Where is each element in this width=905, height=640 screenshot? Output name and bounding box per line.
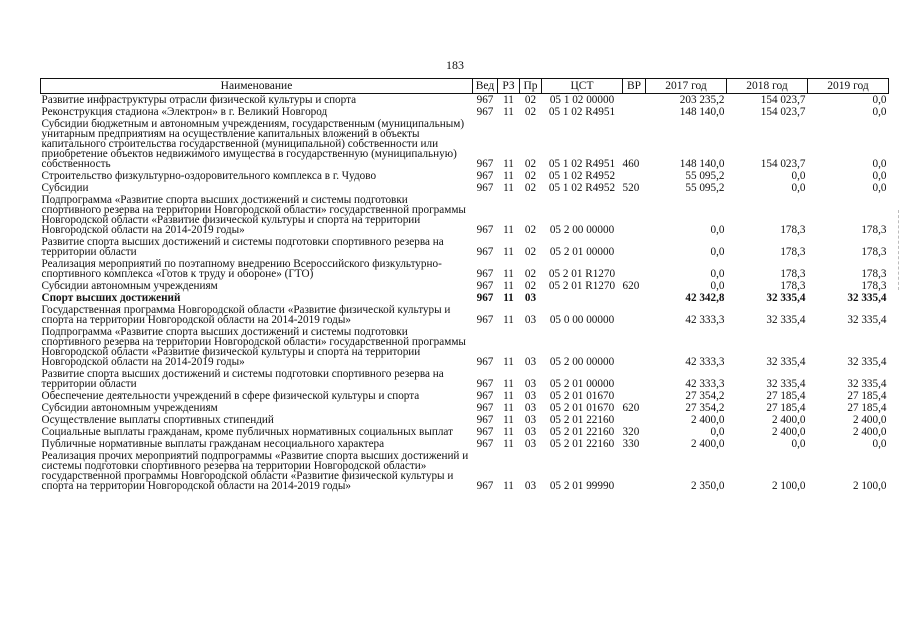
cell-y2017: 0,0 — [710, 224, 725, 236]
table-row — [41, 182, 889, 194]
cell-y2017: 148 140,0 — [679, 158, 725, 170]
cell-y2019: 0,0 — [872, 106, 887, 118]
cell-y2018: 32 335,4 — [766, 378, 806, 390]
table-row — [41, 170, 889, 182]
cell-cst: 05 2 00 00000 — [549, 356, 615, 368]
cell-y2019: 32 335,4 — [847, 356, 887, 368]
cell-vr: 330 — [622, 438, 640, 450]
cell-y2019: 0,0 — [872, 182, 887, 194]
cell-y2019: 0,0 — [872, 94, 887, 106]
table-row — [41, 94, 889, 107]
cell-y2017: 42 333,3 — [685, 314, 725, 326]
cell-vr — [623, 194, 646, 236]
cell-y2018: 2 100,0 — [771, 480, 806, 492]
table-row — [41, 426, 889, 438]
cell-rz: 11 — [503, 378, 514, 390]
cell-y2018: 0,0 — [791, 438, 806, 450]
table-row — [41, 292, 889, 304]
table-row — [41, 304, 889, 326]
table-row — [41, 450, 889, 492]
cell-rz: 11 — [503, 246, 514, 258]
cell-name: Реализация мероприятий по поэтапному внедрению Всероссийского физкультурно-спортивного комплекса «Готов к труду и обороне» (ГТО) — [41, 258, 442, 280]
cell-name: Подпрограмма «Развитие спорта высших достижений и системы подготовки спортивного резерва на территории Новгородской области» государственной программы Новгородской области «Развитие физической культуры и спорта на территории Новгородской области на 2014-2019 годы» — [41, 326, 466, 368]
cell-rz: 11 — [503, 438, 514, 450]
cell-pr: 02 — [524, 246, 537, 258]
cell-y2018: 154 023,7 — [760, 158, 806, 170]
cell-ved: 967 — [476, 170, 494, 182]
cell-y2017: 0,0 — [710, 426, 725, 438]
cell-name: Осуществление выплаты спортивных стипендий — [41, 414, 274, 426]
cell-name: Реализация прочих мероприятий подпрограммы «Развитие спорта высших достижений и системы подготовки спортивного резерва на территории Новгородской области» государственной программы Новгородской области «Развитие физической культуры и спорта на территории Новгородской области на 2014-2019 годы» — [41, 450, 469, 492]
table-row — [41, 106, 889, 118]
cell-y2018: 32 335,4 — [766, 314, 806, 326]
cell-vr — [623, 414, 646, 426]
cell-ved: 967 — [476, 246, 494, 258]
cell-y2018: 154 023,7 — [760, 94, 806, 106]
cell-y2019: 27 185,4 — [847, 402, 887, 414]
cell-name: Государственная программа Новгородской области «Развитие физической культуры и спорта на территории Новгородской области на 2014-2019 годы» — [41, 304, 451, 326]
cell-y2018: 0,0 — [791, 182, 806, 194]
cell-rz: 11 — [503, 224, 514, 236]
cell-vr — [623, 94, 646, 107]
cell-vr — [623, 292, 646, 304]
cell-vr: 320 — [622, 426, 640, 438]
cell-y2017: 27 354,2 — [685, 402, 725, 414]
cell-pr: 02 — [524, 94, 537, 106]
cell-ved: 967 — [476, 356, 494, 368]
cell-pr: 03 — [524, 390, 537, 402]
cell-pr: 03 — [524, 292, 537, 304]
header-name: Наименование — [41, 79, 473, 94]
cell-rz: 11 — [503, 356, 514, 368]
cell-y2018: 27 185,4 — [766, 402, 806, 414]
cell-cst: 05 2 01 R1270 — [548, 280, 616, 292]
cell-y2017: 0,0 — [710, 280, 725, 292]
cell-pr: 02 — [524, 182, 537, 194]
cell-y2019: 178,3 — [861, 280, 887, 292]
cell-y2018: 32 335,4 — [766, 356, 806, 368]
cell-cst: 05 2 01 22160 — [549, 414, 615, 426]
cell-name: Спорт высших достижений — [41, 292, 181, 304]
cell-name: Субсидии — [41, 182, 89, 194]
cell-name: Обеспечение деятельности учреждений в сфере физической культуры и спорта — [41, 390, 420, 402]
cell-cst: 05 1 02 R4951 — [548, 158, 616, 170]
cell-name: Субсидии автономным учреждениям — [41, 402, 218, 414]
cell-pr: 03 — [524, 426, 537, 438]
cell-rz: 11 — [503, 94, 514, 106]
cell-cst: 05 1 02 00000 — [549, 94, 615, 106]
header-2018: 2018 год — [727, 79, 808, 94]
cell-y2017: 0,0 — [710, 268, 725, 280]
cell-y2018: 2 400,0 — [771, 426, 806, 438]
cell-cst: 05 2 01 22160 — [549, 426, 615, 438]
cell-rz: 11 — [503, 292, 514, 304]
cell-y2019: 27 185,4 — [847, 390, 887, 402]
cell-vr: 460 — [622, 158, 640, 170]
cell-y2018: 178,3 — [780, 246, 806, 258]
cell-rz: 11 — [503, 402, 514, 414]
table-row — [41, 438, 889, 450]
cell-y2017: 55 095,2 — [685, 182, 725, 194]
table-row — [41, 258, 889, 280]
cell-y2017: 42 342,8 — [685, 292, 725, 304]
cell-y2019: 2 400,0 — [852, 414, 887, 426]
cell-vr — [623, 236, 646, 258]
cell-ved: 967 — [476, 106, 494, 118]
cell-ved: 967 — [476, 280, 494, 292]
table-row — [41, 118, 889, 170]
cell-ved: 967 — [476, 426, 494, 438]
cell-ved: 967 — [476, 224, 494, 236]
budget-table — [40, 78, 889, 492]
cell-name: Публичные нормативные выплаты гражданам несоциального характера — [41, 438, 385, 450]
cell-y2017: 2 400,0 — [690, 438, 725, 450]
cell-cst: 05 2 01 01670 — [549, 402, 615, 414]
cell-y2019: 178,3 — [861, 268, 887, 280]
cell-pr: 03 — [524, 414, 537, 426]
cell-vr: 620 — [622, 402, 640, 414]
cell-name: Развитие спорта высших достижений и системы подготовки спортивного резерва на территории области — [41, 236, 444, 258]
cell-cst: 05 2 01 R1270 — [548, 268, 616, 280]
cell-name: Субсидии автономным учреждениям — [41, 280, 218, 292]
cell-y2018: 178,3 — [780, 280, 806, 292]
page-number: 183 — [446, 58, 464, 72]
table-row — [41, 280, 889, 292]
cell-vr — [623, 304, 646, 326]
cell-y2018: 2 400,0 — [771, 414, 806, 426]
cell-ved: 967 — [476, 268, 494, 280]
cell-y2017: 203 235,2 — [679, 94, 725, 106]
cell-vr: 620 — [622, 280, 640, 292]
cell-name: Строительство физкультурно-оздоровительного комплекса в г. Чудово — [41, 170, 377, 182]
cell-y2019: 178,3 — [861, 246, 887, 258]
cell-y2017: 27 354,2 — [685, 390, 725, 402]
cell-y2017: 148 140,0 — [679, 106, 725, 118]
cell-cst: 05 2 01 22160 — [549, 438, 615, 450]
cell-rz: 11 — [503, 314, 514, 326]
cell-ved: 967 — [476, 292, 494, 304]
cell-cst: 05 2 00 00000 — [549, 224, 615, 236]
cell-vr — [623, 390, 646, 402]
cell-cst: 05 2 01 00000 — [549, 378, 615, 390]
cell-name: Подпрограмма «Развитие спорта высших достижений и системы подготовки спортивного резерва на территории Новгородской области» государственной программы Новгородской области «Развитие физической культуры и спорта на территории Новгородской области на 2014-2019 годы» — [41, 194, 466, 236]
table-row — [41, 194, 889, 236]
cell-y2017: 0,0 — [710, 246, 725, 258]
cell-vr — [623, 106, 646, 118]
cell-y2019: 0,0 — [872, 158, 887, 170]
cell-ved: 967 — [476, 390, 494, 402]
cell-y2017: 2 400,0 — [690, 414, 725, 426]
cell-y2019: 32 335,4 — [847, 378, 887, 390]
cell-name: Развитие спорта высших достижений и системы подготовки спортивного резерва на территории области — [41, 368, 444, 390]
cell-y2017: 55 095,2 — [685, 170, 725, 182]
cell-pr: 02 — [524, 158, 537, 170]
cell-name: Субсидии бюджетным и автономным учреждениям, государственным (муниципальным) унитарным предприятиям на осуществление капитальных вложений в объекты капитального строительства государственной (муниципальной) собственности или приобретение объектов недвижимого имущества в государственную (муниципальную) собственность — [41, 118, 465, 170]
header-ved: Вед — [473, 79, 498, 94]
cell-name: Развитие инфраструктуры отрасли физической культуры и спорта — [41, 94, 357, 106]
cell-y2019: 32 335,4 — [847, 314, 887, 326]
cell-rz: 11 — [503, 280, 514, 292]
cell-pr: 03 — [524, 378, 537, 390]
header-2017: 2017 год — [646, 79, 727, 94]
table-row — [41, 326, 889, 368]
cell-y2019: 2 400,0 — [852, 426, 887, 438]
cell-y2017: 2 350,0 — [690, 480, 725, 492]
cell-pr: 02 — [524, 280, 537, 292]
cell-name: Социальные выплаты гражданам, кроме публичных нормативных социальных выплат — [41, 426, 453, 438]
cell-pr: 02 — [524, 170, 537, 182]
header-2019: 2019 год — [808, 79, 889, 94]
cell-cst: 05 2 01 01670 — [549, 390, 615, 402]
table-row — [41, 236, 889, 258]
cell-rz: 11 — [503, 268, 514, 280]
table-header — [41, 79, 889, 94]
cell-rz: 11 — [503, 182, 514, 194]
cell-pr: 03 — [524, 480, 537, 492]
cell-y2018: 178,3 — [780, 224, 806, 236]
cell-vr — [623, 170, 646, 182]
cell-pr: 02 — [524, 224, 537, 236]
table-row — [41, 402, 889, 414]
table-row — [41, 414, 889, 426]
cell-pr: 03 — [524, 402, 537, 414]
cell-y2018: 178,3 — [780, 268, 806, 280]
table-row — [41, 368, 889, 390]
table-body — [41, 94, 889, 493]
cell-ved: 967 — [476, 94, 494, 106]
cell-pr: 03 — [524, 356, 537, 368]
cell-pr: 02 — [524, 268, 537, 280]
cell-y2017: 42 333,3 — [685, 356, 725, 368]
cell-y2018: 32 335,4 — [766, 292, 806, 304]
cell-vr — [623, 326, 646, 368]
cell-rz: 11 — [503, 390, 514, 402]
cell-ved: 967 — [476, 414, 494, 426]
cell-y2019: 32 335,4 — [847, 292, 887, 304]
cell-y2019: 178,3 — [861, 224, 887, 236]
cell-y2019: 0,0 — [872, 170, 887, 182]
cell-cst: 05 0 00 00000 — [549, 314, 615, 326]
cell-cst: 05 2 01 00000 — [549, 246, 615, 258]
cell-ved: 967 — [476, 314, 494, 326]
cell-cst: 05 1 02 R4951 — [548, 106, 616, 118]
cell-y2019: 2 100,0 — [852, 480, 887, 492]
cell-rz: 11 — [503, 480, 514, 492]
cell-vr — [623, 258, 646, 280]
cell-cst: 05 1 02 R4952 — [548, 170, 616, 182]
cell-y2017: 42 333,3 — [685, 378, 725, 390]
cell-rz: 11 — [503, 414, 514, 426]
cell-ved: 967 — [476, 480, 494, 492]
header-cst: ЦСТ — [542, 79, 623, 94]
cell-pr: 03 — [524, 438, 537, 450]
cell-rz: 11 — [503, 106, 514, 118]
cell-y2018: 154 023,7 — [760, 106, 806, 118]
cell-ved: 967 — [476, 182, 494, 194]
cell-ved: 967 — [476, 438, 494, 450]
cell-ved: 967 — [476, 378, 494, 390]
cell-y2019: 0,0 — [872, 438, 887, 450]
cell-ved: 967 — [476, 158, 494, 170]
cell-y2018: 0,0 — [791, 170, 806, 182]
cell-y2018: 27 185,4 — [766, 390, 806, 402]
cell-cst — [542, 292, 623, 304]
header-pr: Пр — [520, 79, 542, 94]
cell-rz: 11 — [503, 426, 514, 438]
cell-ved: 967 — [476, 402, 494, 414]
cell-cst: 05 1 02 R4952 — [548, 182, 616, 194]
header-vr: ВР — [623, 79, 646, 94]
cell-pr: 02 — [524, 106, 537, 118]
cell-cst: 05 2 01 99990 — [549, 480, 615, 492]
cell-name: Реконструкция стадиона «Электрон» в г. Великий Новгород — [41, 106, 328, 118]
table-row — [41, 390, 889, 402]
cell-vr — [623, 450, 646, 492]
header-rz: РЗ — [498, 79, 520, 94]
margin-marks — [898, 210, 902, 290]
cell-rz: 11 — [503, 170, 514, 182]
cell-pr: 03 — [524, 314, 537, 326]
cell-rz: 11 — [503, 158, 514, 170]
cell-vr: 520 — [622, 182, 640, 194]
cell-vr — [623, 368, 646, 390]
